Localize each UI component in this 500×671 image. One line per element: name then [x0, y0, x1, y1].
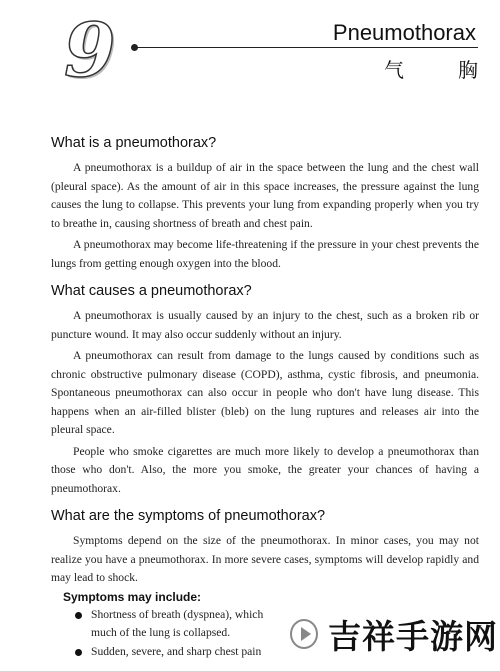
- chapter-number: 9: [64, 8, 116, 94]
- bullet-icon: [75, 649, 82, 656]
- chapter-title-zh: [384, 54, 478, 83]
- list-item-text: Shortness of breath (dyspnea), which: [91, 607, 264, 621]
- watermark-text: 吉祥手游网: [328, 616, 498, 656]
- symptoms-subheading: Symptoms may include:: [63, 589, 202, 604]
- chapter-title-en: Pneumothorax: [332, 20, 476, 45]
- body-paragraph: People who smoke cigarettes are much more likely to develop a pneumothorax than those who don't. Also, the more you smoke, the greater your chances of having a pneumothorax.: [51, 444, 479, 495]
- list-item-text: much of the lung is collapsed.: [91, 626, 231, 639]
- body-paragraph: A pneumothorax can result from damage to the lungs caused by conditions such as chronic obstructive pulmonary disease (COPD), asthma, cystic fibrosis, and pneumonia. Spontaneous pneumothorax can also occur in people who don't have lung disease. This happens when an air-filled blister (bleb) on the lung ruptures and releases air into the pleural space.: [51, 349, 479, 436]
- body-paragraph: A pneumothorax is usually caused by an injury to the chest, such as a broken rib or puncture wound. It may also occur suddenly without an injury.: [51, 309, 479, 341]
- body-paragraph: A pneumothorax is a buildup of air in the space between the lung and the chest wall (pleural space). As the amount of air in this space increases, the pressure against the lung causes the lung to collapse. This prevents your lung from expanding properly when you try to breathe in, causing shortness of breath and chest pain.: [51, 161, 479, 230]
- section-heading: What are the symptoms of pneumothorax?: [51, 508, 326, 524]
- page-body: [51, 135, 479, 671]
- section-heading: What is a pneumothorax?: [51, 135, 217, 151]
- chapter-title-zh-char-1: 气: [384, 58, 404, 82]
- site-watermark: [286, 606, 498, 662]
- section-heading: What causes a pneumothorax?: [51, 283, 252, 299]
- bullet-icon: [75, 612, 82, 619]
- body-paragraph: Symptoms depend on the size of the pneumothorax. In minor cases, you may not realize you have a pneumothorax. In more severe cases, symptoms will develop rapidly and may lead to shock.: [51, 534, 479, 584]
- list-item-text: Sudden, severe, and sharp chest pain: [91, 644, 262, 658]
- chapter-title-zh-char-2: 胸: [458, 58, 478, 82]
- section-causes: [51, 283, 479, 498]
- body-paragraph: A pneumothorax may become life-threatening if the pressure in your chest prevents the lungs from getting enough oxygen into the blood.: [51, 238, 479, 270]
- play-logo-icon: [290, 619, 318, 649]
- section-what-is: [51, 135, 479, 273]
- header-rule: [136, 47, 478, 48]
